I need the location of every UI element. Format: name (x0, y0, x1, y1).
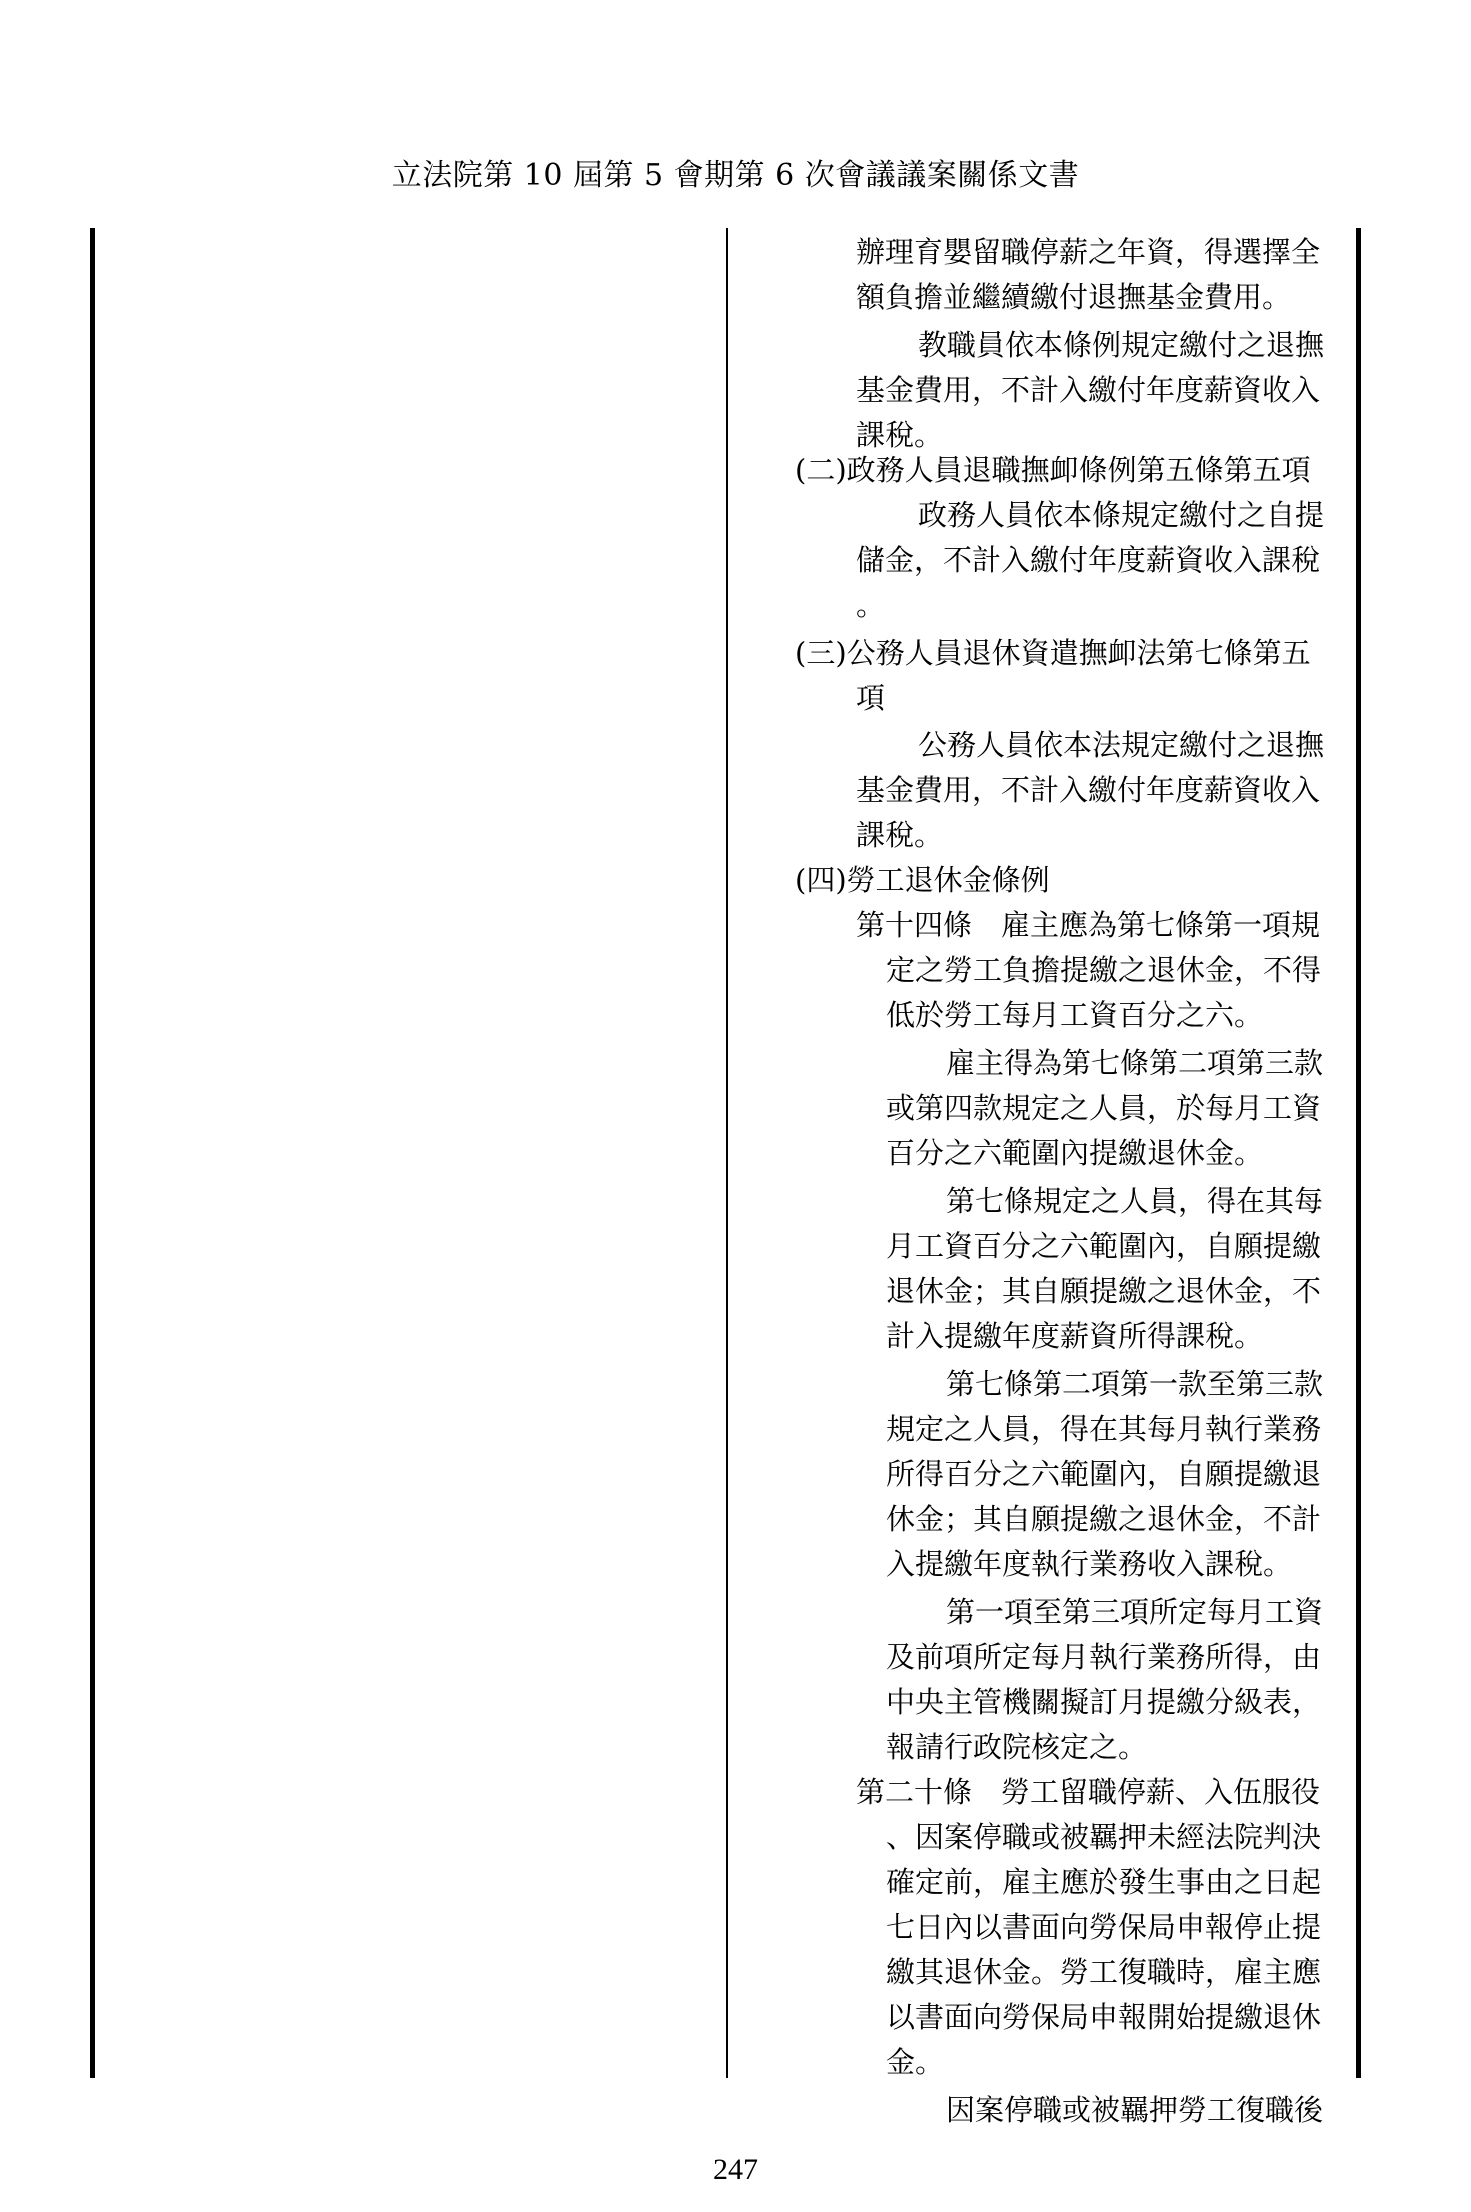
text-line: 中央主管機關擬訂月提繳分級表， (886, 1685, 1322, 1719)
text-line: 。 (856, 588, 886, 622)
text-line: 因案停職或被羈押勞工復職後 (946, 2093, 1324, 2127)
text-line: 項 (856, 681, 886, 715)
text-line: 低於勞工每月工資百分之六。 (886, 998, 1264, 1032)
text-line: 月工資百分之六範圍內，自願提繳 (886, 1229, 1322, 1263)
text-line: 教職員依本條例規定繳付之退撫 (918, 328, 1325, 362)
text-line: 規定之人員，得在其每月執行業務 (886, 1412, 1322, 1446)
text-line: 或第四款規定之人員，於每月工資 (886, 1091, 1322, 1125)
text-line: (三)公務人員退休資遣撫卹法第七條第五 (795, 636, 1311, 670)
text-line: 確定前，雇主應於發生事由之日起 (886, 1865, 1322, 1899)
text-line: 定之勞工負擔提繳之退休金，不得 (886, 953, 1322, 987)
text-line: 課稅。 (856, 418, 944, 452)
text-line: 第二十條 勞工留職停薪、入伍服役 (856, 1775, 1321, 1809)
text-line: 基金費用，不計入繳付年度薪資收入 (856, 773, 1321, 807)
text-line: (四)勞工退休金條例 (795, 863, 1050, 897)
text-line: (二)政務人員退職撫卹條例第五條第五項 (795, 453, 1311, 487)
text-line: 入提繳年度執行業務收入課稅。 (886, 1547, 1293, 1581)
text-line: 以書面向勞保局申報開始提繳退休 (886, 2000, 1322, 2034)
text-line: 休金；其自願提繳之退休金，不計 (886, 1502, 1322, 1536)
text-line: 課稅。 (856, 818, 944, 852)
text-line: 公務人員依本法規定繳付之退撫 (918, 728, 1325, 762)
text-line: 七日內以書面向勞保局申報停止提 (886, 1910, 1322, 1944)
text-line: 政務人員依本條規定繳付之自提 (918, 498, 1325, 532)
text-line: 報請行政院核定之。 (886, 1730, 1148, 1764)
text-line: 第七條第二項第一款至第三款 (946, 1367, 1324, 1401)
text-line: 雇主得為第七條第二項第三款 (946, 1046, 1324, 1080)
text-line: 百分之六範圍內提繳退休金。 (886, 1136, 1264, 1170)
table-border-left (90, 228, 95, 2078)
text-line: 儲金，不計入繳付年度薪資收入課稅 (856, 543, 1321, 577)
text-line: 及前項所定每月執行業務所得，由 (886, 1640, 1322, 1674)
document-header: 立法院第 10 屆第 5 會期第 6 次會議議案關係文書 (391, 158, 1080, 193)
table-column-divider (726, 228, 728, 2078)
text-line: 第一項至第三項所定每月工資 (946, 1595, 1324, 1629)
text-line: 辦理育嬰留職停薪之年資，得選擇全 (856, 235, 1321, 269)
text-line: 所得百分之六範圍內，自願提繳退 (886, 1457, 1322, 1491)
text-line: 退休金；其自願提繳之退休金，不 (886, 1274, 1322, 1308)
text-line: 繳其退休金。勞工復職時，雇主應 (886, 1955, 1322, 1989)
text-line: 金。 (886, 2045, 945, 2079)
text-line: 額負擔並繼續繳付退撫基金費用。 (856, 280, 1292, 314)
text-line: 第七條規定之人員，得在其每 (946, 1184, 1324, 1218)
text-line: 第十四條 雇主應為第七條第一項規 (856, 908, 1321, 942)
page-number: 247 (713, 2153, 758, 2186)
text-line: 、因案停職或被羈押未經法院判決 (886, 1820, 1322, 1854)
text-line: 基金費用，不計入繳付年度薪資收入 (856, 373, 1321, 407)
table-border-right (1356, 228, 1361, 2078)
text-line: 計入提繳年度薪資所得課稅。 (886, 1319, 1264, 1353)
